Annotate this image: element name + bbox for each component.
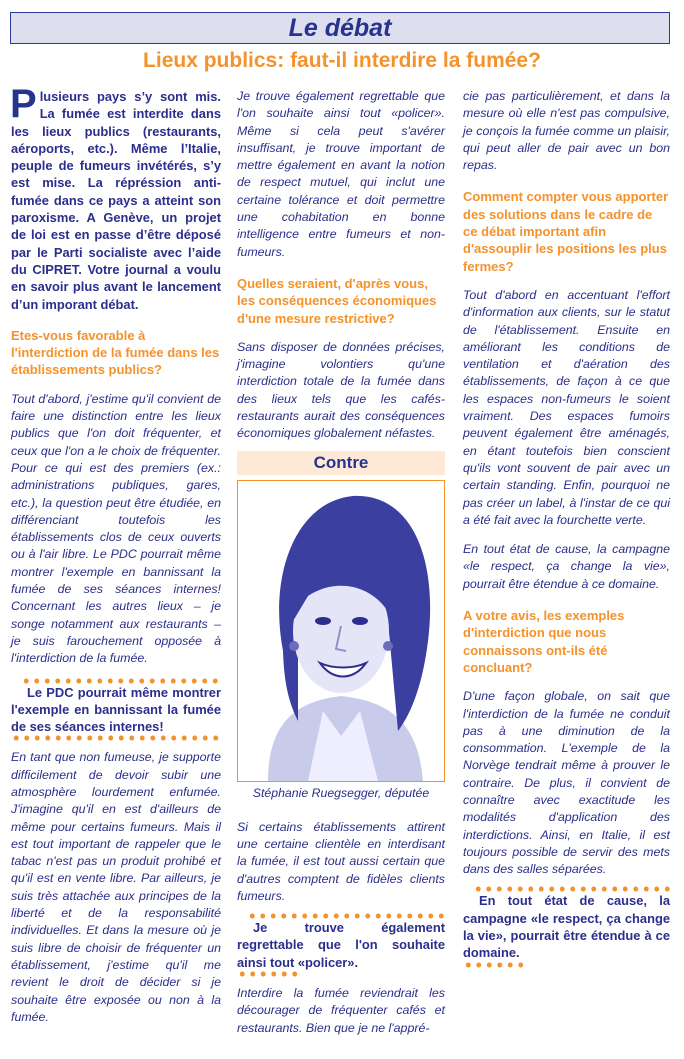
photo-caption: Stéphanie Ruegsegger, députée bbox=[252, 785, 430, 800]
portrait-image bbox=[238, 481, 444, 781]
question-2: Quelles seraient, d'après vous, les conséquences économiques d'une mesure restrictive? bbox=[237, 275, 437, 326]
question-3: Comment compter vous apporter des solutions dans le cadre de ce débat important afin d'assouplir les positions les plus fermes? bbox=[463, 189, 669, 274]
pull-quote: Le PDC pourrait même montrer l'exemple en bannissant la fumée de ses séances internes! bbox=[11, 684, 221, 735]
question-4: A votre avis, les exemples d'interdiction que nous connaissons ont-ils été concluant? bbox=[463, 608, 625, 675]
section-title: Le débat bbox=[288, 14, 392, 42]
column-3 bbox=[463, 88, 670, 968]
answer-paragraph: Tout d'abord, j'estime qu'il convient de faire une distinction entre les lieux publics que l'on doit fréquenter, et ceux que l'on a le choix de fréquenter. Pour ce qui est des premiers (ex.: administrations publiques, gares, etc.), la question peut être étudiée, en différenciant toutefois les établissements clos de ceux ouverts ou à l'air libre. Le PDC pourrait même montrer l'exemple en bannissant la fumée de ses séances internes! Concernant les autres lieux – je songe notamment aux restaurants – je suis farouchement opposée à l'interdiction de la fumée. bbox=[11, 391, 221, 666]
pull-quote: Je trouve également regrettable que l'on souhaite ainsi tout «policer». bbox=[237, 920, 445, 970]
portrait-photo bbox=[237, 480, 445, 782]
answer-paragraph: cie pas particulièrement, et dans la mesure où elle n'est pas compulsive, je conçois la fumée comme un plaisir, qui peut aller de pair avec un bon repas. bbox=[463, 89, 670, 173]
question-1: Etes-vous favorable à l'interdiction de la fumée dans les établissements publics? bbox=[11, 327, 220, 378]
answer-paragraph: En tout état de cause, la campagne «le respect, ça change la vie», pourrait être étendue à ce domaine. bbox=[463, 542, 670, 591]
answer-paragraph: Si certains établissements attirent une certaine clientèle en interdisant la fumée, il est tout aussi certain que d'autres comptent de fidèles clients fumeurs. bbox=[237, 819, 445, 903]
article-headline: Lieux publics: faut-il interdire la fumée? bbox=[143, 49, 541, 72]
section-header bbox=[10, 12, 670, 44]
answer-paragraph: Je trouve également regrettable que l'on souhaite ainsi tout «policer». Même si cela peut s'avérer insuffisant, je trouve important de mettre également en avant la notion de respect mutuel, qui inclut une certaine tolérance et doit permettre une cohabitation en bonne intelligence entre fumeurs et non-fumeurs. bbox=[237, 89, 445, 259]
drop-cap: P bbox=[10, 82, 37, 126]
article-intro bbox=[10, 82, 221, 313]
pull-quote: En tout état de cause, la campagne «le respect, ça change la vie», pourrait être étendue à ce domaine. bbox=[463, 893, 670, 961]
column-2 bbox=[237, 88, 445, 1037]
column-1 bbox=[10, 82, 221, 1026]
intro-text: lusieurs pays s’y sont mis. La fumée est interdite dans les lieux publics (restaurants, aéroports, etc.). Même l’Italie, peuple de fumeurs invétérés, s’y est mise. La répréssion anti-fumée dans ce pays a atteint son paroxisme. A Genève, un projet de loi est en passe d’être déposé par le Parti socialiste avec l’aide du CIPRET. Votre journal a voulu en savoir plus avant le lancement d’un imporant débat. bbox=[11, 89, 221, 312]
answer-paragraph: Sans disposer de données précises, j'imagine volontiers qu'une interdiction totale de la fumée dans des lieux tels que les cafés-restaurants aurait des conséquences économiques globalement néfastes. bbox=[237, 339, 445, 441]
answer-paragraph: Interdire la fumée reviendrait les décourager de fréquenter cafés et restaurants. Bien que je ne l'appré- bbox=[237, 986, 445, 1035]
answer-paragraph: En tant que non fumeuse, je supporte difficilement de devoir subir une atmosphère lourdement enfumée. J'imagine qu'il en est d'ailleurs de même pour certains fumeurs. Mais il est tout important de rappeler que le tabac n'est pas un produit prohibé et qu'il est en vente libre. Par ailleurs, je suis très attachée aux principes de la liberté et de la responsabilité individuelles. Et dans la mesure où je suis libre de choisir de fréquenter un établissement, j'estime qu'il me revient le droit de décider si je souhaite être exposée ou non à la fumée. bbox=[11, 750, 221, 1024]
contre-label: Contre bbox=[237, 451, 445, 475]
dotted-divider bbox=[463, 962, 525, 968]
answer-paragraph: D'une façon globale, on sait que l'interdiction de la fumée ne conduit pas à une diminution de la consommation. L'exemple de la Norvège tendrait même à prouver le contraire. De plus, il convient de connaître avec exactitude les modalités d'application des interdictions. Ainsi, en Italie, il est toujours possible de servir des mets dans des salles séparées. bbox=[463, 689, 670, 877]
answer-paragraph: Tout d'abord en accentuant l'effort d'information aux clients, sur le statut de l'établissement. Ensuite en améliorant les conditions de ventilation et d'aération des établissements, de façon à ce que les espaces non-fumeurs le soient vraiment. Des espaces fumoirs peuvent également être aménagés, en étant toutefois bien conscient qu'ils vont souvent de pair avec un certain standing. Enfin, pourquoi ne pas créer un label, à l'instar de ce qui a été fait avec la fourchette verte. bbox=[463, 287, 670, 527]
